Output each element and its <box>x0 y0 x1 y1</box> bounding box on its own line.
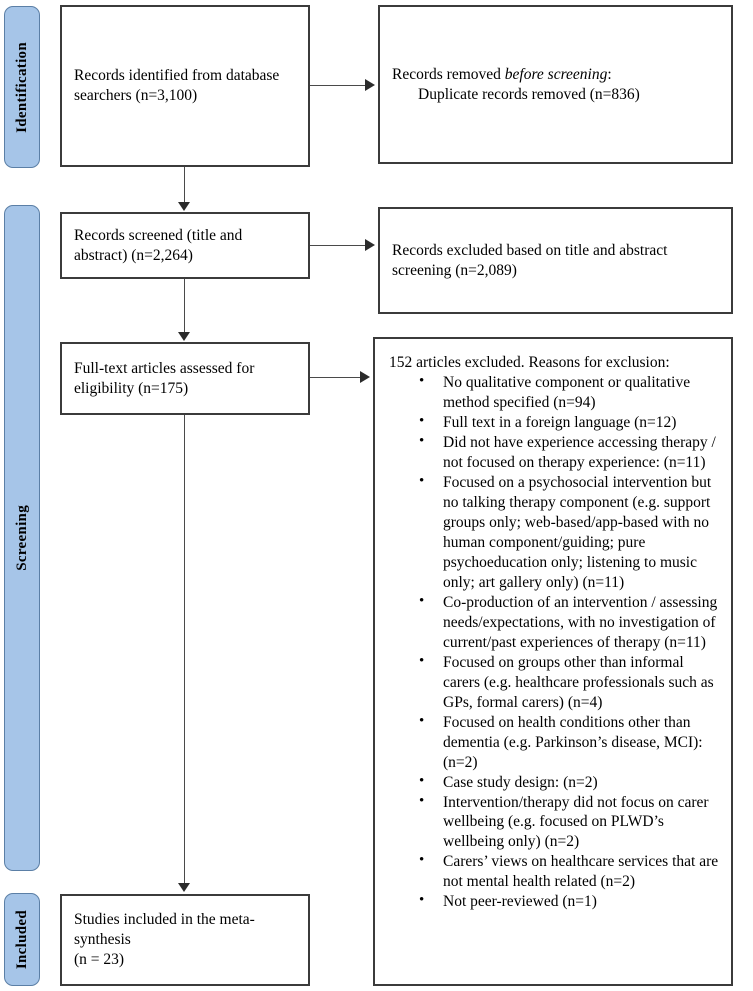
box-records-excluded-line2: screening (n=2,089) <box>392 261 517 279</box>
box-records-identified-line1: Records identified from database <box>74 67 280 85</box>
box-studies-included <box>60 894 310 986</box>
phase-label-identification: Identification <box>13 41 30 133</box>
box-studies-included-line3: (n = 23) <box>74 950 125 968</box>
exclusion-reason-item: • No qualitative component or qualitative method specified (n=94) <box>441 373 723 413</box>
box-records-screened <box>60 212 310 279</box>
box-records-removed-prefix: Records removed <box>392 65 505 83</box>
box-records-excluded-title-abstract <box>378 207 733 314</box>
box-fulltext-assessed-line2: eligibility (n=175) <box>74 379 189 397</box>
arrowhead-down-icon-screened <box>178 202 190 211</box>
connector-identified-to-removed <box>310 85 367 86</box>
box-records-screened-line2: abstract) (n=2,264) <box>74 246 193 264</box>
exclusion-reason-item: • Case study design: (n=2) <box>441 773 723 793</box>
connector-fulltext-to-reasons <box>310 377 362 378</box>
box-records-identified <box>60 5 310 167</box>
box-records-identified-line2: searchers (n=3,100) <box>74 87 198 104</box>
exclusion-reasons-list <box>385 373 723 913</box>
box-fulltext-assessed <box>60 342 310 415</box>
arrowhead-down-icon-included <box>178 883 190 892</box>
box-records-screened-line1: Records screened (title and <box>74 226 243 244</box>
box-records-removed-emphasis: before screening <box>504 65 608 83</box>
phase-label-screening: Screening <box>13 505 30 571</box>
box-fulltext-assessed-line1: Full-text articles assessed for <box>74 359 255 377</box>
exclusion-reason-item: • Did not have experience accessing therapy / not focused on therapy experience: (n=11) <box>441 433 723 473</box>
box-records-removed <box>378 5 733 164</box>
phase-label-included: Included <box>13 909 30 970</box>
box-studies-included-line2: synthesis <box>74 931 131 949</box>
exclusion-reason-item: • Focused on groups other than informal carers (e.g. healthcare professionals such as GPs, formal carers) (n=4) <box>441 653 723 713</box>
box-records-removed-line2: Duplicate records removed (n=836) <box>418 85 640 103</box>
arrowhead-right-icon-removed <box>365 79 375 91</box>
exclusion-reason-item: • Co-production of an intervention / assessing needs/expectations, with no investigation of current/past experiences of therapy (n=11) <box>441 593 723 653</box>
phase-pill-screening <box>4 205 40 871</box>
connector-fulltext-to-included <box>184 415 185 884</box>
box-records-excluded-line1: Records excluded based on title and abstract <box>392 241 668 259</box>
arrowhead-right-icon-excluded <box>365 239 375 251</box>
exclusion-reason-item: • Focused on a psychosocial intervention but no talking therapy component (e.g. support groups only; web-based/app-based with no human component/guiding; pure psychoeducation only; listening to music only; art gallery only) (n=11) <box>441 473 723 593</box>
box-records-removed-suffix: : <box>607 65 612 83</box>
arrowhead-down-icon-fulltext <box>178 332 190 341</box>
arrowhead-right-icon-reasons <box>360 371 370 383</box>
connector-identified-to-screened <box>184 167 185 203</box>
exclusion-reason-item: • Full text in a foreign language (n=12) <box>441 413 723 433</box>
box-exclusion-reasons <box>373 337 733 986</box>
exclusion-reason-item: • Intervention/therapy did not focus on carer wellbeing (e.g. focused on PLWD’s wellbeing only) (n=2) <box>441 793 723 853</box>
box-studies-included-line1: Studies included in the meta- <box>74 911 255 929</box>
box-records-removed-line1 <box>392 65 719 85</box>
exclusion-reason-item: • Focused on health conditions other than dementia (e.g. Parkinson’s disease, MCI): (n=2) <box>441 713 723 773</box>
exclusion-reason-item: • Carers’ views on healthcare services that are not mental health related (n=2) <box>441 852 723 892</box>
exclusion-reason-item: • Not peer-reviewed (n=1) <box>441 892 723 912</box>
connector-screened-to-fulltext <box>184 279 185 333</box>
phase-pill-included <box>4 893 40 986</box>
phase-pill-identification <box>4 6 40 168</box>
exclusion-reasons-heading: 152 articles excluded. Reasons for exclusion: <box>389 354 670 371</box>
connector-screened-to-excluded <box>310 245 367 246</box>
